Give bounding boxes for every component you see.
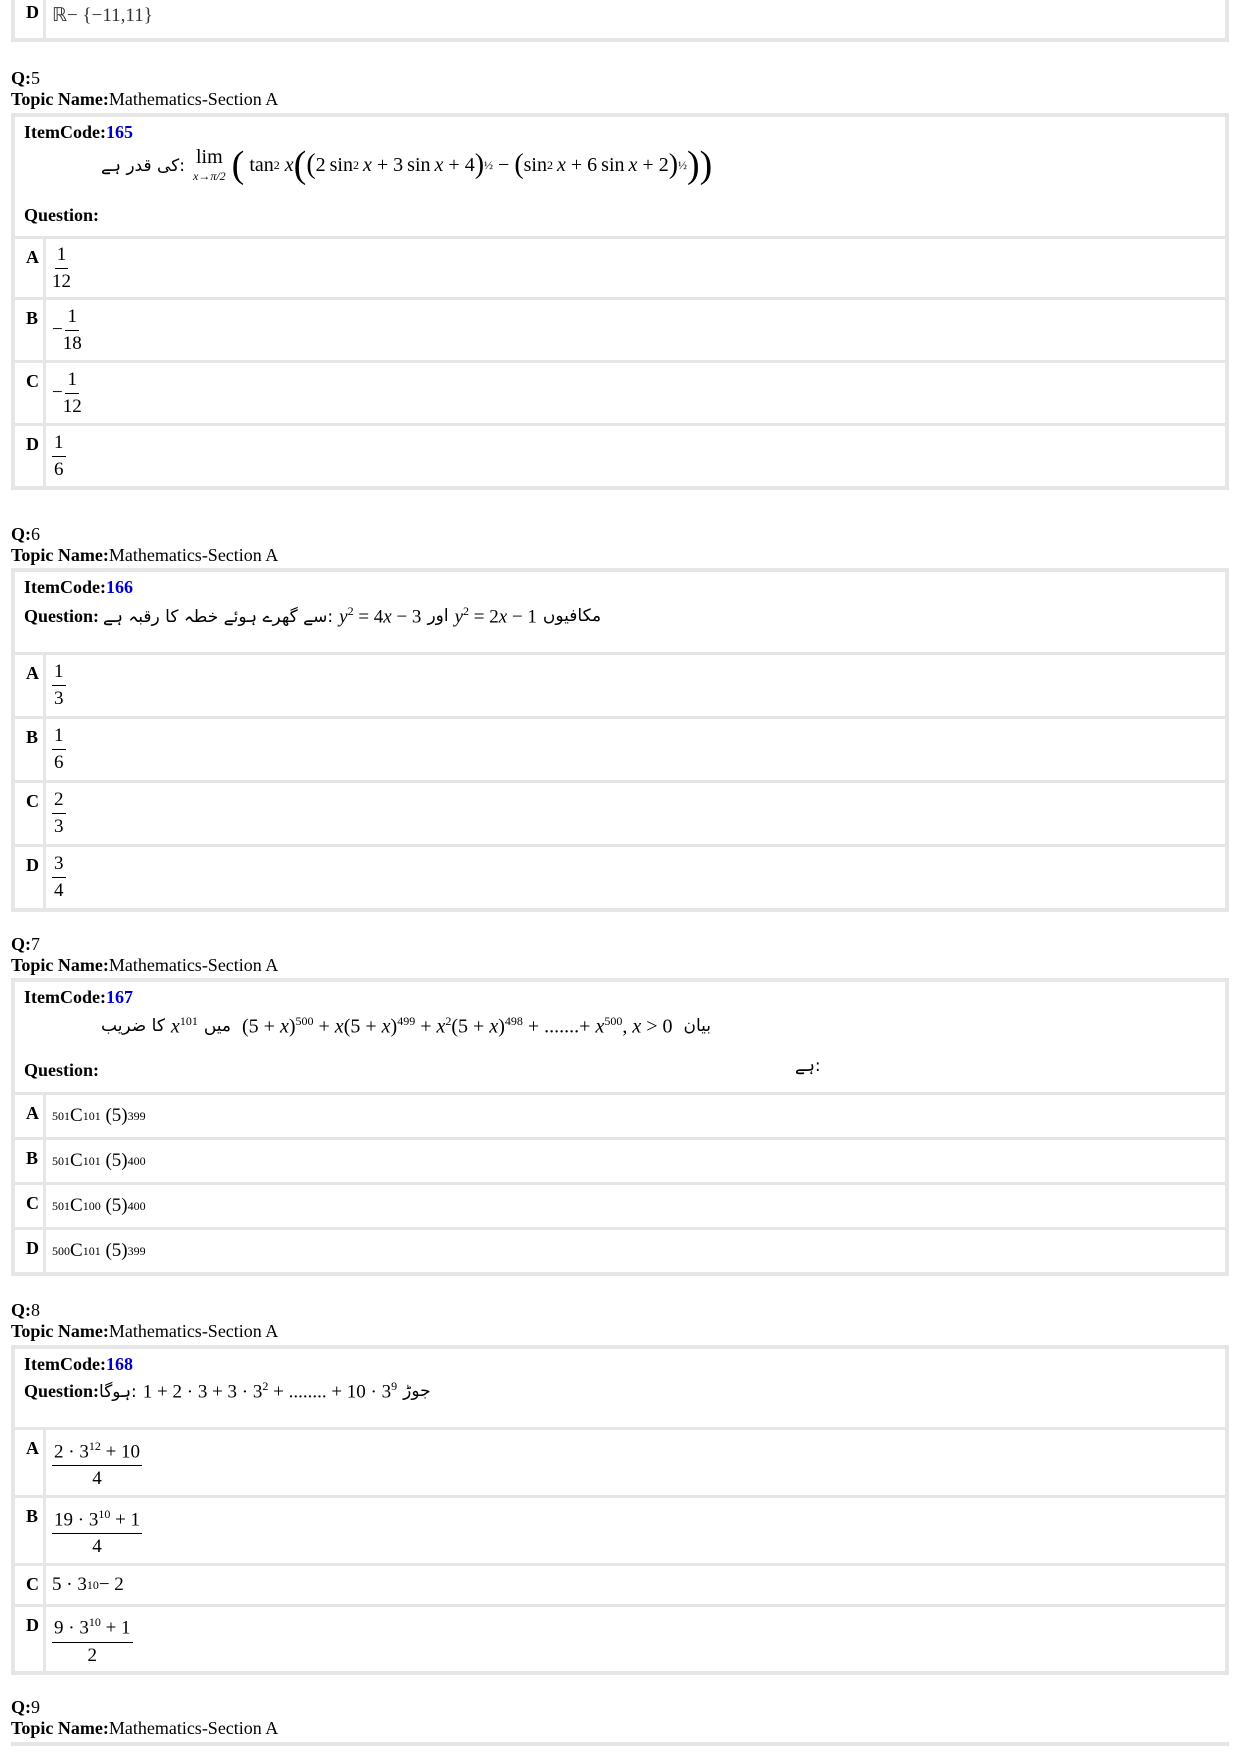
itemcode-label: ItemCode:: [24, 577, 106, 597]
q-prefix: Q:: [11, 68, 31, 88]
option-label: B: [15, 300, 46, 360]
topic-name: Mathematics-Section A: [108, 1718, 279, 1738]
q-number: 8: [31, 1300, 40, 1320]
topic-name: Mathematics-Section A: [108, 955, 279, 975]
option-a[interactable]: [15, 1430, 1225, 1498]
q-prefix: Q:: [11, 1300, 31, 1320]
option-value: $\frac{3}{4}$: [54, 853, 64, 901]
option-label: D: [15, 1230, 46, 1272]
option-label: A: [15, 1430, 46, 1495]
q8-box: [11, 1345, 1229, 1675]
option-label: B: [15, 1140, 46, 1182]
q-number: 6: [31, 524, 40, 544]
option-label: A: [15, 1095, 46, 1137]
itemcode-value: 167: [105, 987, 133, 1007]
question-expression: [101, 143, 712, 187]
option-label: A: [15, 239, 46, 297]
option-label: C: [15, 363, 46, 423]
option-value: 501 C 101 (5) 400: [52, 1150, 146, 1171]
option-value: − $\frac{1}{12}$: [52, 368, 82, 417]
q8-header: [11, 1300, 278, 1342]
option-a[interactable]: [15, 239, 1225, 300]
option-c[interactable]: [15, 783, 1225, 847]
topic-label: Topic Name:: [11, 545, 109, 565]
question-label: Question:: [24, 605, 100, 626]
option-c[interactable]: [15, 1566, 1225, 1607]
itemcode-value: 168: [105, 1354, 133, 1374]
question-label: Question:: [24, 205, 100, 225]
q-prefix: Q:: [11, 1697, 31, 1717]
option-value: ℝ− {−11,11}: [52, 4, 153, 26]
option-value: $\frac{1}{12}$: [52, 243, 71, 292]
option-b[interactable]: [15, 719, 1225, 783]
q-number: 5: [31, 68, 40, 88]
option-c[interactable]: [15, 1185, 1225, 1230]
itemcode-value: 166: [105, 577, 133, 597]
q6-item: [15, 572, 1225, 655]
option-value: 500 C 101 (5) 399: [52, 1240, 146, 1261]
q6-header: [11, 524, 278, 566]
option-label: D: [15, 426, 46, 486]
option-d[interactable]: [15, 847, 1225, 908]
option-value: $\frac{1}{3}$: [54, 661, 64, 709]
question-math: lim x→π/2 ( tan 2 x ( ( 2 sin 2 x + 3 sin x + 4 ) ½ − ( sin 2 x + 6 sin x + 2 ) ½ )): [193, 144, 713, 186]
question-text: کا ضریب $x^{101}$ میں $(5 + x)^{500} + x(5 + x)^{499} + x^2(5 + x)^{498}$ + .......+ $x^{500}$, x > 0 بیان: [101, 1014, 712, 1038]
option-c[interactable]: [15, 363, 1225, 426]
topic-name: Mathematics-Section A: [108, 89, 279, 109]
option-value: $\frac{1}{6}$: [54, 725, 64, 773]
itemcode-value: 165: [105, 122, 133, 142]
question-label: Question:: [24, 1060, 100, 1080]
option-b[interactable]: [15, 300, 1225, 363]
option-label: D: [15, 0, 46, 38]
question-urdu: کی قدر ہے:: [101, 155, 185, 176]
q5-item: [15, 117, 1225, 239]
itemcode-label: ItemCode:: [24, 122, 106, 142]
q-number: 7: [31, 934, 40, 954]
option-label: B: [15, 719, 46, 780]
q7-box: [11, 978, 1229, 1276]
option-label: C: [15, 1566, 46, 1604]
question-text: سے گھرے ہوئے خطہ کا رقبہ ہے: $y^2 = 4x - 3$ اور $y^2 = 2x - 1$ مکافیوں: [103, 604, 602, 628]
q5-box: [11, 113, 1229, 490]
q7-item: [15, 982, 1225, 1095]
question-urdu-tail: ہے:: [795, 1056, 821, 1076]
q-number: 9: [31, 1697, 40, 1717]
topic-name: Mathematics-Section A: [108, 1321, 279, 1341]
topic-label: Topic Name:: [11, 1321, 109, 1341]
itemcode-label: ItemCode:: [24, 1354, 106, 1374]
topic-name: Mathematics-Section A: [108, 545, 279, 565]
option-value: $\frac{2 \cdot 3^{12} + 10}{4}$: [46, 1430, 142, 1495]
q8-item: [15, 1349, 1225, 1430]
option-value: 5 · 3 10 − 2: [52, 1574, 124, 1595]
q4-tail-box: [11, 0, 1229, 42]
q9-box-top: [11, 1742, 1229, 1746]
q6-box: [11, 568, 1229, 912]
topic-label: Topic Name:: [11, 89, 109, 109]
q-prefix: Q:: [11, 524, 31, 544]
option-d[interactable]: [15, 426, 1225, 486]
option-b[interactable]: [15, 1498, 1225, 1566]
option-value: $\frac{19 \cdot 3^{10} + 1}{4}$: [46, 1498, 142, 1563]
option-d[interactable]: [15, 1230, 1225, 1272]
option-value: $\frac{2}{3}$: [54, 789, 64, 837]
option-a[interactable]: [15, 1095, 1225, 1140]
question-label: Question:: [24, 1380, 100, 1401]
option-value: 501 C 100 (5) 400: [52, 1195, 146, 1216]
topic-label: Topic Name:: [11, 1718, 109, 1738]
option-label: D: [15, 847, 46, 908]
topic-label: Topic Name:: [11, 955, 109, 975]
option-value: $\frac{9 \cdot 3^{10} + 1}{2}$: [46, 1607, 133, 1671]
option-label: C: [15, 1185, 46, 1227]
option-value: $\frac{1}{6}$: [54, 431, 64, 480]
option-label: A: [15, 655, 46, 716]
option-label: C: [15, 783, 46, 844]
option-value: 501 C 101 (5) 399: [52, 1105, 146, 1126]
question-text: ہوگا: $1 + 2 \cdot 3 + 3 \cdot 3^2$ + ........ + $10 \cdot 3^9$ جوڑ: [99, 1379, 431, 1403]
q5-header: [11, 68, 278, 110]
option-d[interactable]: [15, 1607, 1225, 1671]
option-label: D: [15, 1607, 46, 1671]
option-label: B: [15, 1498, 46, 1563]
option-a[interactable]: [15, 655, 1225, 719]
option-d[interactable]: [15, 0, 1225, 38]
option-b[interactable]: [15, 1140, 1225, 1185]
itemcode-label: ItemCode:: [24, 987, 106, 1007]
q7-header: [11, 934, 278, 976]
q-prefix: Q:: [11, 934, 31, 954]
q9-header: [11, 1697, 278, 1739]
option-value: − $\frac{1}{18}$: [52, 305, 82, 354]
